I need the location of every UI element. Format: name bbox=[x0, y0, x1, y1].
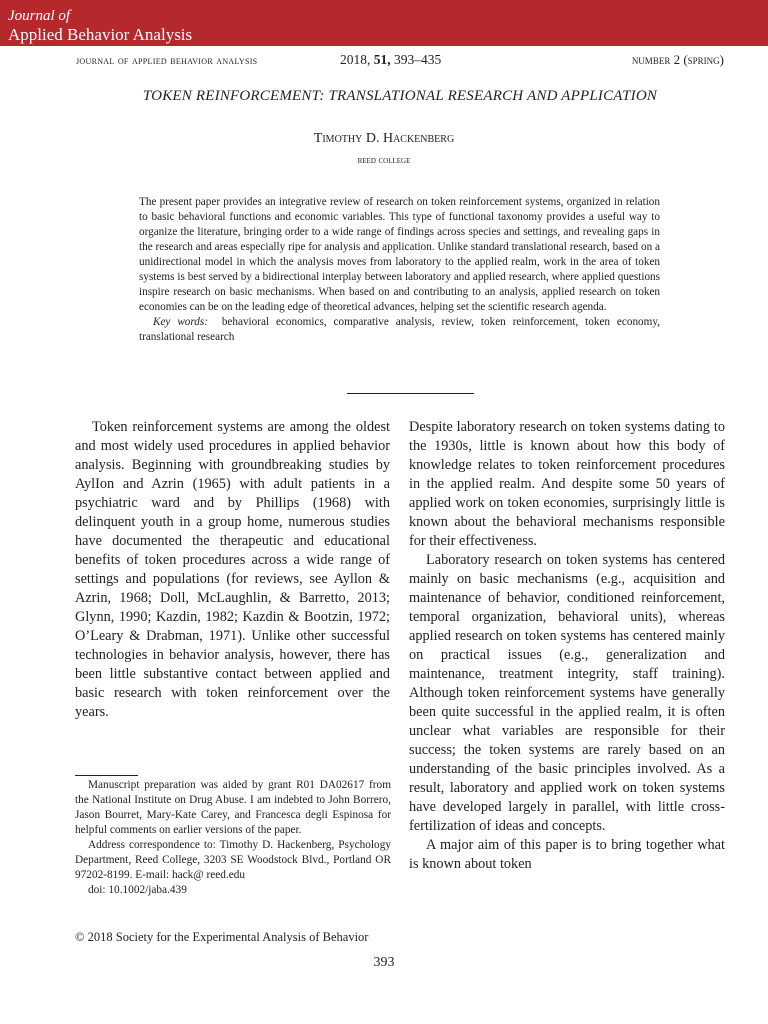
footnote-divider bbox=[75, 775, 138, 776]
journal-banner bbox=[0, 0, 768, 46]
body-paragraph: Laboratory research on token systems has centered mainly on basic mechanisms (e.g., acquisition and maintenance of behavior, conditioned reinforcement, temporal organization, behavioral units), whereas applied research on token systems has centered mainly on practical issues (e.g., generalization and maintenance, treatment integrity, staff training). Although token reinforcement systems have generally been quite successful in the applied realm, it is often unclear what variables are responsible for their success; the token systems are rarely based on an understanding of the basic principles involved. As a result, laboratory and applied work on token systems have developed largely in parallel, with little cross-fertilization of ideas and concepts. bbox=[409, 552, 725, 834]
footnote-address: Address correspondence to: Timothy D. Hackenberg, Psychology Department, Reed College, 3203 SE Woodstock Blvd., Portland OR 97202-8199. E-mail: hack@ reed.edu bbox=[75, 839, 391, 881]
body-paragraph: A major aim of this paper is to bring together what is known about token bbox=[409, 837, 725, 872]
journal-logo-line2: Applied Behavior Analysis bbox=[8, 25, 193, 44]
keywords-label: Key words: bbox=[153, 316, 208, 328]
page-number: 393 bbox=[373, 955, 395, 970]
abstract-text: The present paper provides an integrative review of research on token reinforcement systems, organized in relation to basic behavioral functions and economic variables. This type of functional taxonomy provides a useful way to organize the literature, bringing order to a wide range of findings across species and settings, and revealing gaps in the research and areas especially ripe for analysis and application. Unlike standard translational research, based on a unidirectional model in which the analysis moves from laboratory to the applied realm, work in the area of token systems is best served by a bidirectional interplay between laboratory and applied research, where applied questions inspire research on basic mechanisms. When based on and contributing to an analysis, applied research on token economies can be on the leading edge of theoretical advances, helping set the scientific research agenda. bbox=[139, 196, 660, 313]
article-title: TOKEN REINFORCEMENT: TRANSLATIONAL RESEARCH AND APPLICATION bbox=[142, 88, 658, 104]
footnote-funding: Manuscript preparation was aided by grant R01 DA02617 from the National Institute on Drug Abuse. I am indebted to John Borrero, Jason Bourret, Mary-Kate Carey, and Francesca degli Espinosa for helpful comments on earlier versions of the paper. bbox=[75, 779, 391, 836]
keywords-line bbox=[139, 315, 660, 345]
body-left-column bbox=[75, 418, 390, 722]
footnote bbox=[75, 778, 391, 898]
section-divider bbox=[347, 393, 474, 394]
keywords-list: behavioral economics, comparative analysis, review, token reinforcement, token economy, translational research bbox=[139, 316, 661, 343]
running-head-citation bbox=[340, 53, 441, 67]
journal-logo-line1: Journal of bbox=[8, 8, 71, 24]
body-paragraph: Token reinforcement systems are among the oldest and most widely used procedures in applied behavior analysis. Beginning with groundbreaking studies by AylIon and Azrin (1965) with adult patients in a psychiatric ward and by Phillips (1968) with delinquent youth in a group home, numerous studies have documented the therapeutic and educational benefits of token procedures across a wide range of settings and populations (for reviews, see Ayllon & Azrin, 1968; Doll, McLaughlin, & Barretto, 2013; Glynn, 1990; Kazdin, 1982; Kazdin & Bootzin, 1972; O’Leary & Drabman, 1971). Unlike other successful technologies in behavior analysis, however, there has been little substantive contact between applied and basic research with token reinforcement over the years. bbox=[75, 419, 390, 720]
citation-year: 2018, bbox=[340, 52, 371, 67]
citation-pages: 393–435 bbox=[394, 52, 442, 67]
footnote-doi: doi: 10.1002/jaba.439 bbox=[88, 884, 187, 896]
running-head-issue: number 2 (spring) bbox=[631, 52, 724, 67]
abstract bbox=[139, 195, 660, 345]
body-right-column bbox=[409, 418, 725, 874]
article-author: Timothy D. Hackenberg bbox=[313, 131, 455, 146]
copyright-notice: © 2018 Society for the Experimental Analysis of Behavior bbox=[75, 930, 369, 944]
author-affiliation: reed college bbox=[357, 155, 411, 166]
citation-volume: 51, bbox=[373, 52, 391, 67]
body-paragraph: Despite laboratory research on token systems dating to the 1930s, little is known about how this body of knowledge relates to token reinforcement procedures in the applied realm. And despite some 50 years of applied work on token economies, surprisingly little is known about the behavioral mechanisms responsible for their effectiveness. bbox=[409, 419, 725, 549]
running-head-journal: journal of applied behavior analysis bbox=[76, 53, 258, 67]
